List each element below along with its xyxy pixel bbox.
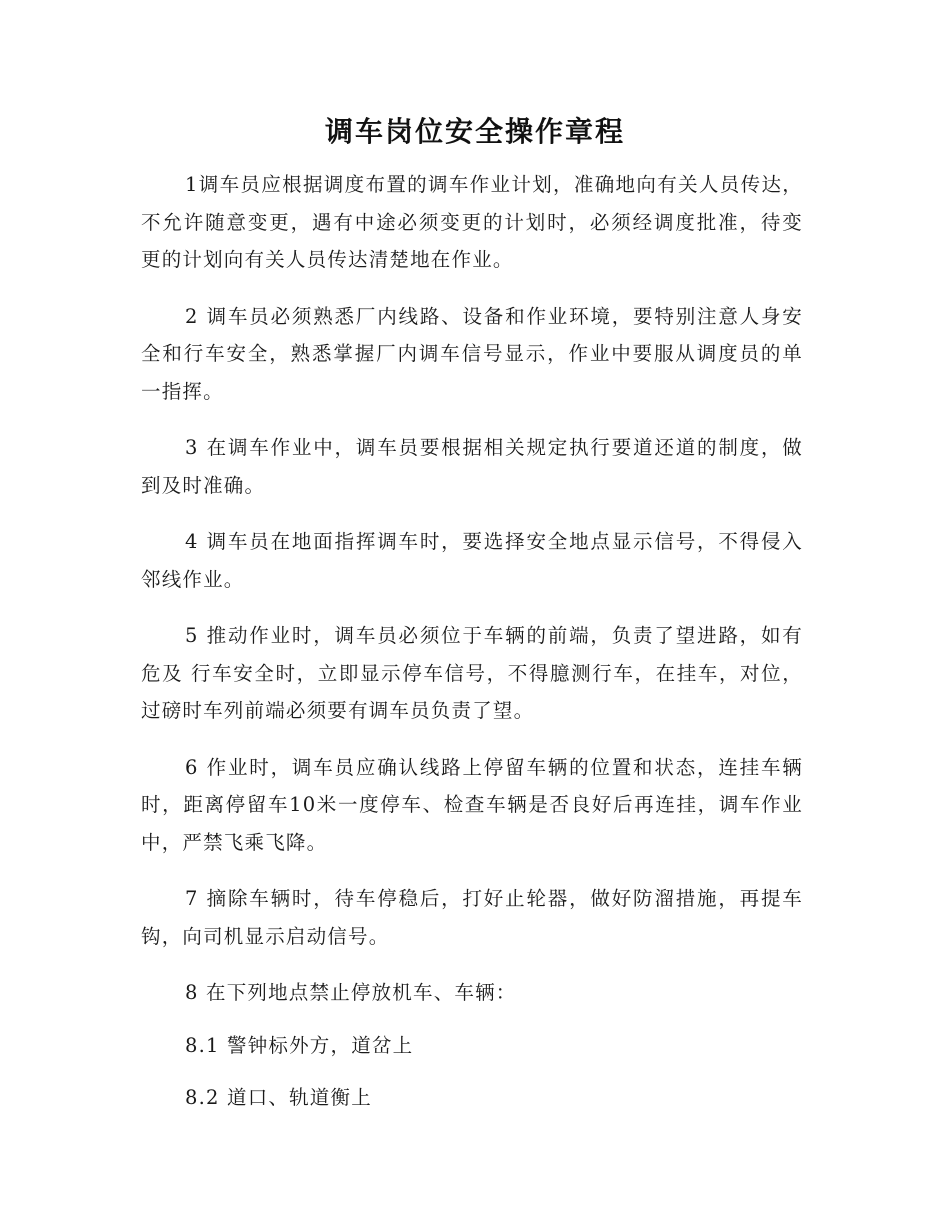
paragraph-6: 6 作业时，调车员应确认线路上停留车辆的位置和状态，连挂车辆时，距离停留车10米一度停车、检查车辆是否良好后再连挂，调车作业中，严禁飞乘飞降。 (141, 755, 803, 854)
paragraph-3: 3 在调车作业中，调车员要根据相关规定执行要道还道的制度，做到及时准确。 (141, 436, 803, 497)
paragraph-8-2: 8.2 道口、轨道衡上 (185, 1086, 372, 1109)
paragraph-7: 7 摘除车辆时，待车停稳后，打好止轮器，做好防溜措施，再提车钩，向司机显示启动信号。 (141, 887, 803, 948)
document-body (141, 166, 803, 1132)
paragraph-2: 2 调车员必须熟悉厂内线路、设备和作业环境，要特别注意人身安全和行车安全，熟悉掌握厂内调车信号显示，作业中要服从调度员的单一指挥。 (141, 304, 803, 403)
paragraph-8-1: 8.1 警钟标外方，道岔上 (185, 1033, 414, 1057)
paragraph-4: 4 调车员在地面指挥调车时，要选择安全地点显示信号，不得侵入邻线作业。 (141, 530, 803, 591)
paragraph-5: 5 推动作业时，调车员必须位于车辆的前端，负责了望进路，如有危及 行车安全时，立即显示停车信号，不得臆测行车，在挂车，对位，过磅时车列前端必须要有调车员负责了望。 (141, 624, 803, 722)
paragraph-8: 8 在下列地点禁止停放机车、车辆： (185, 981, 517, 1004)
document-title: 调车岗位安全操作章程 (324, 115, 625, 148)
paragraph-1: 1调车员应根据调度布置的调车作业计划，准确地向有关人员传达，不允许随意变更，遇有中途必须变更的计划时，必须经调度批准，待变更的计划向有关人员传达清楚地在作业。 (141, 173, 803, 271)
